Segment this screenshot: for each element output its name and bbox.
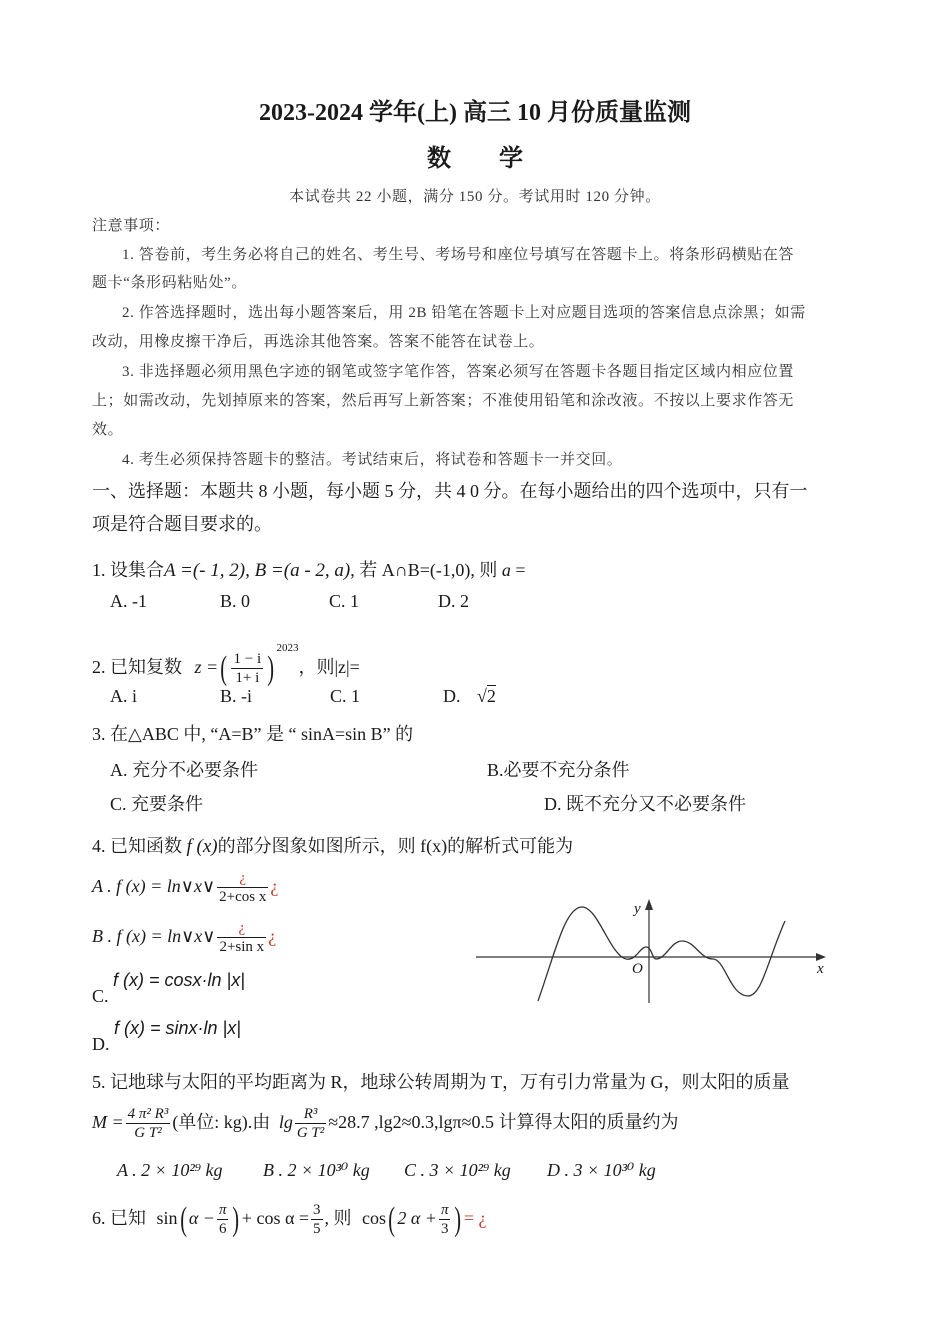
q6-sin: sin (156, 1208, 178, 1228)
q5-option-c: C . 3 × 10²⁹ kg (404, 1160, 511, 1180)
q1-sets: A =(- 1, 2), B =(a - 2, a) (164, 560, 351, 581)
notice-line: 4. 考生必须保持答题卡的整洁。考试结束后，将试卷和答题卡一并交回。 (122, 452, 623, 468)
x-axis-label: x (817, 961, 824, 977)
q1-option-d: D. 2 (438, 591, 469, 611)
q6-six: 6 (218, 1221, 227, 1238)
q4-fx: f (x) (186, 836, 218, 857)
section-heading: 一、选择题：本题共 8 小题，每小题 5 分，共 4 0 分。在每小题给出的四个选项中，只有一 (92, 481, 808, 501)
notice-line: 改动，用橡皮擦干净后，再选涂其他答案。答案不能答在试卷上。 (92, 334, 545, 350)
q2-option-d-label: D. (443, 686, 461, 706)
q5-numerator: 4 π² R³ (127, 1106, 169, 1123)
q4-option-a-num: ¿ (217, 869, 268, 888)
subject-title: 数 学 (427, 146, 523, 172)
q4-option-b-tail: ¿ (268, 926, 277, 946)
q2-denominator: 1+ i (235, 670, 260, 687)
q6-inner1: α − (188, 1208, 215, 1228)
function-curve (538, 907, 785, 1001)
sqrt-icon: √2 (477, 686, 496, 706)
q4-option-d (92, 1018, 241, 1054)
question-2: 2. 已知复数 z =( $\frac{1 - i}{1+ i}$ )$^{2023}$，则|z|= (92, 642, 360, 687)
q5-lg-denominator: G T² (296, 1125, 325, 1142)
q5-option-a: A . 2 × 10²⁹ kg (117, 1160, 223, 1180)
q4-option-d-expr: f (x) = sinx·ln |x| (114, 1018, 241, 1038)
notice-line: 1. 答卷前，考生务必将自己的姓名、考生号、考场号和座位号填写在答题卡上。将条形码横贴在答 (122, 247, 795, 263)
q6-mid: , 则 (324, 1208, 352, 1228)
q1-prefix: 1. 设集合 (92, 560, 164, 580)
q2-numerator: 1 − i (233, 651, 262, 668)
y-axis-arrow-icon (645, 899, 653, 910)
q4-option-c-expr: f (x) = cosx·ln |x| (113, 970, 245, 990)
q1-option-a: A. -1 (110, 591, 147, 611)
q5-mid: (单位: kg).由 (172, 1112, 271, 1132)
exam-info: 本试卷共 22 小题，满分 150 分。考试用时 120 分钟。 (289, 189, 661, 205)
q5-option-d: D . 3 × 10³⁰ kg (547, 1160, 656, 1180)
q3-option-c: C. 充要条件 (110, 794, 204, 814)
q5-lg-numerator: R³ (295, 1105, 326, 1124)
q1-option-b: B. 0 (220, 591, 251, 611)
question-5: 5. 记地球与太阳的平均距离为 R，地球公转周期为 T，万有引力常量为 G，则太阳的质量 (92, 1072, 790, 1092)
q6-pi: π (218, 1202, 227, 1219)
q6-pi-2: π (440, 1202, 449, 1219)
y-axis-label: y (634, 901, 641, 917)
q2-option-b: B. -i (220, 686, 253, 706)
q4-option-a-den: 2+cos x (219, 889, 267, 906)
q5-lg: lg (278, 1112, 293, 1132)
q2-sqrt-value: 2 (486, 686, 496, 706)
q3-option-d: D. 既不充分又不必要条件 (544, 794, 746, 814)
q4-option-b-label: B . f (x) = ln∨x∨ (92, 926, 216, 946)
q6-prefix: 6. 已知 (92, 1208, 146, 1228)
q4-option-c (92, 970, 245, 1006)
notice-line: 效。 (92, 422, 124, 438)
exam-title: 2023-2024 学年(上) 高三 10 月份质量监测 (259, 100, 691, 126)
q2-z: z = (194, 657, 219, 677)
question-1 (92, 556, 526, 582)
q2-option-c: C. 1 (330, 686, 361, 706)
q4-option-a-label: A . f (x) = ln∨x∨ (92, 876, 216, 896)
function-graph (470, 893, 840, 1008)
q5-denominator: G T² (134, 1125, 162, 1142)
notice-heading: 注意事项： (92, 218, 171, 234)
question-6: 6. 已知 sin( α − $\frac{\pi}{6}$ ) + cos α = $\frac{3}{5}$ , 则 cos( 2 α + $\frac{\pi}{3}$ ) = ¿ (92, 1200, 487, 1238)
q4-option-b (92, 914, 276, 958)
q6-cos: cos (362, 1208, 387, 1228)
q4-option-a-tail: ¿ (270, 876, 279, 896)
q4-option-a (92, 864, 278, 908)
q6-tail: = ¿ (463, 1208, 487, 1228)
q2-option-d (443, 686, 496, 707)
q1-option-c: C. 1 (329, 591, 360, 611)
question-4 (92, 832, 573, 858)
q4-option-b-num: ¿ (217, 919, 266, 938)
q1-var: a (501, 560, 511, 580)
q4-option-c-label: C. (92, 986, 109, 1006)
q5-tail: ≈28.7 ,lg2≈0.3,lgπ≈0.5 计算得太阳的质量约为 (328, 1112, 679, 1132)
q1-suffix: , 若 A∩B=(-1,0), 则 (350, 560, 498, 580)
q5-M: M = (92, 1112, 124, 1132)
q4-suffix: 的部分图象如图所示，则 f(x)的解析式可能为 (217, 836, 574, 856)
x-axis-arrow-icon (816, 953, 826, 961)
q2-option-a: A. i (110, 686, 137, 706)
q6-five: 5 (313, 1221, 321, 1238)
q3-option-a: A. 充分不必要条件 (110, 760, 258, 780)
section-heading-cont: 项是符合题目要求的。 (92, 514, 272, 534)
notice-line: 3. 非选择题必须用黑色字迹的钢笔或签字笔作答，答案必须写在答题卡各题目指定区域内相应位置 (122, 364, 795, 380)
origin-label: O (632, 961, 643, 977)
q2-prefix: 2. 已知复数 (92, 657, 182, 677)
question-3: 3. 在△ABC 中, “A=B” 是 “ sinA=sin B” 的 (92, 724, 414, 744)
q6-three-2: 3 (440, 1221, 449, 1238)
q5-formula-line (92, 1098, 678, 1146)
notice-line: 2. 作答选择题时，选出每小题答案后，用 2B 铅笔在答题卡上对应题目选项的答案信息点涂黑；如需 (122, 305, 806, 321)
q4-option-b-den: 2+sin x (219, 939, 265, 956)
q6-inner2: 2 α + (397, 1208, 437, 1228)
q3-option-b: B.必要不充分条件 (487, 760, 630, 780)
notice-line: 题卡“条形码粘贴处”。 (92, 275, 247, 291)
q2-exponent: 2023 (276, 642, 299, 654)
q1-eq: = (510, 560, 526, 580)
q2-suffix: ，则|z|= (298, 657, 360, 677)
q6-plus: + cos α = (241, 1208, 310, 1228)
q5-option-b: B . 2 × 10³⁰ kg (263, 1160, 370, 1180)
notice-line: 上；如需改动，先划掉原来的答案，然后再写上新答案；不准使用铅笔和涂改液。不按以上要求作答无 (92, 393, 795, 409)
q6-three: 3 (313, 1202, 321, 1219)
q4-prefix: 4. 已知函数 (92, 836, 182, 856)
q4-option-d-label: D. (92, 1034, 110, 1054)
